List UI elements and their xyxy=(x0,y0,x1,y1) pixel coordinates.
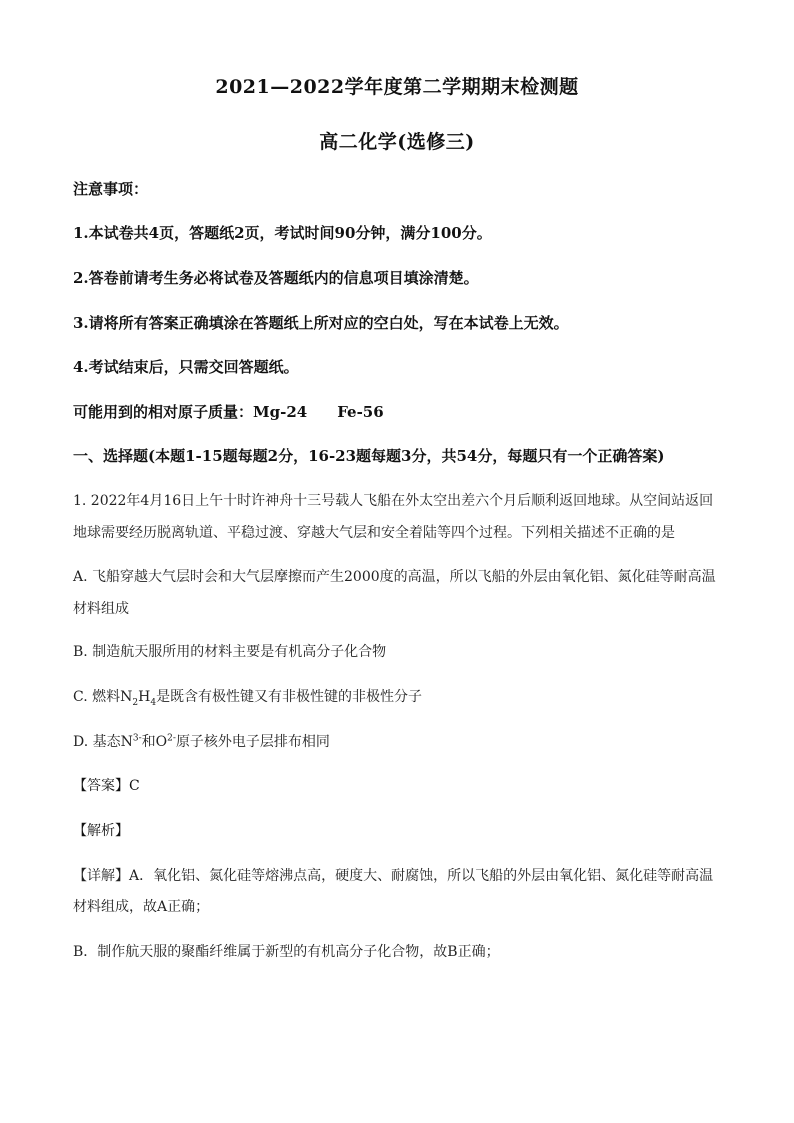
atomic-mass-values: Mg-24 Fe-56 xyxy=(253,403,384,421)
option-d-prefix: D. 基态N xyxy=(73,734,133,750)
option-c-subscript-n: 2 xyxy=(132,697,139,708)
notice-item-1: 1.本试卷共4页，答题纸2页，考试时间90分钟，满分100分。 xyxy=(73,224,492,242)
option-d-superscript-n: 3- xyxy=(132,733,142,744)
answer-value: C xyxy=(129,778,140,794)
option-a-line-1: A. 飞船穿越大气层时会和大气层摩擦而产生2000度的高温，所以飞船的外层由氧化铝、氮化硅等耐高温 xyxy=(73,569,716,585)
detail-a-line-1 xyxy=(73,865,713,885)
answer-line xyxy=(73,775,140,795)
detail-a-text: A．氧化铝、氮化硅等熔沸点高，硬度大、耐腐蚀，所以飞船的外层由氧化铝、氮化硅等耐高温 xyxy=(129,868,714,884)
exam-subtitle: 高二化学(选修三) xyxy=(319,131,475,153)
exam-title: 2021—2022学年度第二学期期末检测题 xyxy=(215,76,579,98)
answer-label: 【答案】 xyxy=(73,778,129,794)
detail-b: B．制作航天服的聚酯纤维属于新型的有机高分子化合物，故B正确； xyxy=(73,944,500,960)
notice-heading: 注意事项： xyxy=(73,180,149,198)
detail-a-line-2: 材料组成，故A正确； xyxy=(73,899,210,915)
atomic-mass-line xyxy=(73,401,384,422)
option-b: B. 制造航天服所用的材料主要是有机高分子化合物 xyxy=(73,644,387,660)
option-d xyxy=(73,731,330,751)
option-c-subscript-h: 4 xyxy=(150,697,157,708)
option-d-superscript-o: 2- xyxy=(167,733,176,744)
question-stem-line-2: 地球需要经历脱离轨道、平稳过渡、穿越大气层和安全着陆等四个过程。下列相关描述不正确的是 xyxy=(73,525,675,541)
atomic-mass-label: 可能用到的相对原子质量： xyxy=(73,403,254,421)
option-c-prefix: C. 燃料N xyxy=(73,689,133,705)
notice-item-2: 2.答卷前请考生务必将试卷及答题纸内的信息项目填涂清楚。 xyxy=(73,269,479,287)
section-heading: 一、选择题(本题1-15题每题2分，16-23题每题3分，共54分，每题只有一个正确答案) xyxy=(73,447,665,465)
option-c-suffix: 是既含有极性键又有非极性键的非极性分子 xyxy=(156,689,423,705)
analysis-label: 【解析】 xyxy=(73,823,129,839)
option-d-suffix: 原子核外电子层排布相同 xyxy=(175,734,330,750)
option-c xyxy=(73,686,422,706)
option-c-mid: H xyxy=(138,689,151,705)
notice-item-3: 3.请将所有答案正确填涂在答题纸上所对应的空白处，写在本试卷上无效。 xyxy=(73,314,569,332)
question-stem-line-1: 1. 2022年4月16日上午十时许神舟十三号载人飞船在外太空出差六个月后顺利返回地球。从空间站返回 xyxy=(73,493,714,509)
detail-label: 【详解】 xyxy=(73,868,129,884)
notice-item-4: 4.考试结束后，只需交回答题纸。 xyxy=(73,358,299,376)
option-d-mid: 和O xyxy=(141,734,168,750)
option-a-line-2: 材料组成 xyxy=(73,601,129,617)
